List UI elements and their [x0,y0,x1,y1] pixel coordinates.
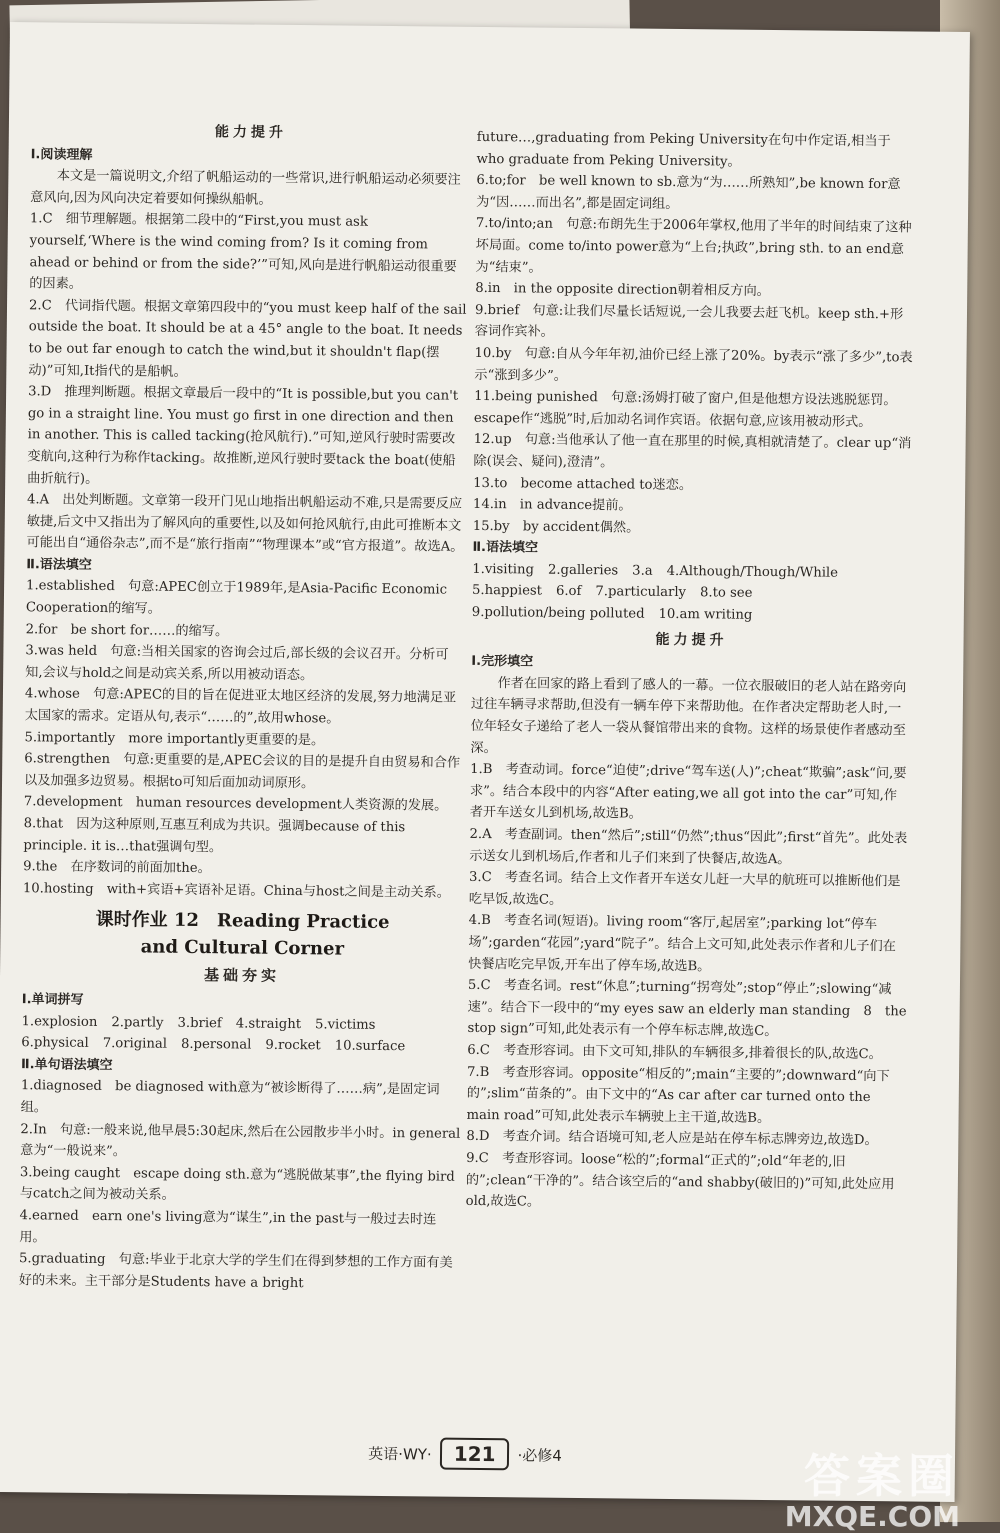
answer-item: 9.brief 句意:让我们尽量长话短说,一会儿我要去赶飞机。keep sth.+形容词作宾补。 [474,302,904,341]
answer-item: 13.to become attached to迷恋。 [473,475,693,493]
answer-item: 1.C 细节理解题。根据第二段中的“First,you must ask yourself,‘Where is the wind coming from? Is it coming from ahead or behind or from the side?’”可知,风向是进行帆船运动很重要的因素。 [29,211,457,292]
answer-list [473,127,917,542]
answer-list [19,1076,461,1297]
word-answer: 10.surface [334,1038,406,1055]
answer-row [472,602,912,628]
answer-item: 3.being caught escape doing sth.意为“逃脱做某事”,the flying bird与catch之间为被动关系。 [19,1164,455,1204]
answer-item: 9.C 考查形容词。loose“松的”;formal“正式的”;old“年老的,旧的”;clean“干净的”。结合该空后的“and shabby(破旧的)”可知,此处应用old,故选C。 [465,1150,895,1210]
answer-item: 3.D 推理判断题。根据文章最后一段中的“It is possible,but you can't go in a straight line. You must go first in one direction and then in another. This is called tacking(抢风航行).”可知,逆风行驶时需要改变航向,这种行为称作tacking。故推断,逆风行驶时要tack the boat(使船曲折航行)。 [27,384,459,487]
answer-item: 4.B 考查名词(短语)。living room“客厅,起居室”;parking lot“停车场”;garden“花园”;yard“院子”。结合上文可知,此处表示作者和儿子们在快餐店吃完早饭,开车出了停车场,故选B。 [468,913,896,974]
answer-item: 2.for be short for……的缩写。 [25,621,229,639]
grammar-answer: 4.Although/Though/While [666,563,839,581]
answer-list [26,209,470,559]
section-header: 能力提升 [214,124,287,141]
answer-item: 11.being punished 句意:汤姆打破了窗户,但是他想方设法逃脱惩罚。escape作“逃脱”时,后加动名词作宾语。依据句意,应该用被动形式。 [473,389,897,430]
word-answer: 6.physical [21,1035,89,1052]
answer-item: 10.by 句意:自从今年年初,油价已经上涨了20%。by表示“涨了多少”,to表示“涨到多少”。 [474,345,913,384]
answer-item: 14.in in advance提前。 [472,496,632,514]
answer-item: 8.D 考查介词。结合语境可知,老人应是站在停车标志牌旁边,故选D。 [466,1129,878,1149]
watermark-url: MXQE.COM [784,1500,960,1533]
answer-item: 2.In 句意:一般来说,他早晨5:30起床,然后在公园散步半小时。in general意为“一般说来”。 [20,1121,461,1160]
answer-item: 8.in in the opposite direction朝着相反方向。 [475,281,770,300]
answer-item: 12.up 句意:当他承认了他一直在那里的时候,真相就清楚了。clear up“消除(误会、疑问),澄清”。 [473,432,912,471]
left-column [19,116,471,1296]
grammar-answer: 9.pollution/being polluted [471,604,645,622]
grammar-answer: 2.galleries [547,562,619,579]
lesson-title-line: and Cultural Corner [140,936,345,960]
answer-item: future…,graduating from Peking University在句中作定语,相当于who graduate from Peking University。 [476,129,891,170]
grammar-answer: 6.of [555,584,582,600]
answer-item: 10.hosting with+宾语+宾语补足语。China与host之间是主动关系。 [22,880,451,901]
section-title: Ⅱ.单句语法填空 [21,1056,113,1073]
answer-item: 3.C 考查名词。结合上文作者开车送女儿赶一大早的航班可以推断他们是吃早饭,故选C。 [468,870,901,908]
grammar-answer: 5.happiest [471,583,543,600]
sub-header: 基础夯实 [203,966,281,986]
answer-item: 7.B 考查形容词。opposite“相反的”;main“主要的”;downward“向下的”;slim“苗条的”。由下文中的“As car after car turned onto the main road”可知,此处表示车辆驶上主干道,故选B。 [466,1064,890,1126]
document-page [0,22,970,1502]
word-answer: 8.personal [180,1037,252,1053]
word-answer: 3.brief [177,1015,222,1031]
answer-item: 1.B 考查动词。force“迫使”;drive“驾车送(人)”;cheat“欺骗”;ask“问,要求”。结合本段中的内容“After eating,we all got into the car”可知,作者开车送女儿到机场,故选B。 [469,762,907,823]
answer-item: 1.diagnosed be diagnosed with意为“被诊断得了……病”,是固定词组。 [20,1078,440,1116]
answer-item: 7.development human resources development人类资源的发展。 [23,794,448,815]
answer-item: 4.earned earn one's living意为“谋生”,in the past与一般过去时连用。 [19,1208,437,1245]
section-header: 能力提升 [655,631,728,649]
answer-item: 4.whose 句意:APEC的目的旨在促进亚太地区经济的发展,努力地满足亚太国家的需求。定语从句,表示“……的”,故用whose。 [24,686,457,727]
answer-item: 5.graduating 句意:毕业于北京大学的学生们在得到梦想的工作方面有美好的未来。主干部分是Students have a bright [18,1251,453,1291]
grammar-answer: 10.am writing [658,606,753,623]
watermark-logo-text: 答案圈 [804,1449,960,1503]
grammar-answer: 1.visiting [472,561,535,578]
grammar-answer: 7.particularly [595,584,687,601]
grammar-answer: 8.to see [699,585,753,602]
answer-item: 5.importantly more importantly更重要的是。 [24,729,325,748]
word-answer: 9.rocket [265,1037,321,1054]
word-answer: 2.partly [111,1014,164,1031]
answer-list [466,759,911,1217]
passage-summary: 作者在回家的路上看到了感人的一幕。一位衣服破旧的老人站在路旁向过往车辆寻求帮助,但没有一辆车停下来帮助他。在作者决定帮助老人时,一位年轻女子递给了老人一袋从餐馆带出来的食物。这样的场景使作者感动至深。 [470,675,907,756]
answer-item: 9.the 在序数词的前面加the。 [23,859,211,877]
answer-item: 15.by by accident偶然。 [472,518,640,536]
footer-volume: ·必修4 [517,1445,562,1465]
answer-item: 4.A 出处判断题。文章第一段开门见山地指出帆船运动不难,只是需要反应敏捷,后文中又指出为了解风向的重要性,以及如何抢风航行,由此可推断本文可能出自“通俗杂志”,而不是“旅行指南”“物理课本”或“官方报道”。故选A。 [26,492,464,556]
right-column [466,127,917,1217]
page-footer [295,1435,635,1473]
section-title: Ⅰ.单词拼写 [21,992,84,1008]
passage-summary: 本文是一篇说明文,介绍了帆船运动的一些常识,进行帆船运动必须要注意风向,因为风向决定着要如何操纵船帆。 [30,168,461,208]
word-answer: 1.explosion [21,1013,98,1030]
word-answer: 4.straight [235,1015,302,1032]
section-title: Ⅰ.完形填空 [471,654,534,670]
answer-item: 5.C 考查名词。rest“休息”;turning“拐弯处”;stop“停止”;slowing“减速”。结合下一段中的“my eyes saw an elderly man standing 8 the stop sign”可知,此处表示有一个停车标志牌,故选C。 [467,978,907,1040]
answer-item: 8.that 因为这种原则,互惠互利成为共识。强调because of this principle. it is…that强调句型。 [23,816,406,855]
section-title: Ⅰ.阅读理解 [30,146,93,163]
lesson-title [22,906,463,965]
watermark [785,1440,960,1533]
answer-item: 7.to/into;an 句意:布朗先生于2006年掌权,他用了半年的时间结束了这种坏局面。come to/into power意为“上台;执政”,bring sth. to an end意为“结束”。 [475,216,912,276]
answer-item: 6.to;for be well known to sb.意为“为……所熟知”,be known for意为“因……而出名”,都是固定词组。 [476,173,901,212]
lesson-title-line: 课时作业 12 Reading Practice [95,909,390,934]
word-answer: 5.victims [314,1016,376,1033]
answer-list [23,576,466,904]
grammar-answer: 3.a [632,563,653,579]
word-answer: 7.original [102,1036,168,1052]
footer-subject: 英语·WY· [368,1444,432,1463]
answer-item: 6.C 考查形容词。由下文可知,排队的车辆很多,排着很长的队,故选C。 [467,1042,882,1063]
answer-item: 3.was held 句意:当相关国家的咨询会过后,部长级的会议召开。分析可知,会议与hold之间是动宾关系,所以用被动语态。 [25,643,449,684]
answer-item: 2.A 考查副词。then“然后”;still“仍然”;thus“因此”;first“首先”。此处表示送女儿到机场后,作者和儿子们来到了快餐店,故选A。 [469,826,908,867]
answer-item: 1.established 句意:APEC创立于1989年,是Asia-Pacific Economic Cooperation的缩写。 [25,578,448,617]
answer-item: 6.strengthen 句意:更重要的是,APEC会议的目的是提升自由贸易和合作以及加强多边贸易。根据to可知后面加动词原形。 [23,751,461,792]
answer-item: 2.C 代词指代题。根据文章第四段中的“you must keep half of the sail outside the boat. It should be at a 45° angle to the boat. It needs to be out far enough to catch the wind,but it shouldn't flap(摆动)”可知,It指代的是船帆。 [28,297,467,380]
page-number: 121 [440,1438,510,1471]
section-title: Ⅱ.语法填空 [472,540,539,556]
section-title: Ⅱ.语法填空 [26,557,92,573]
